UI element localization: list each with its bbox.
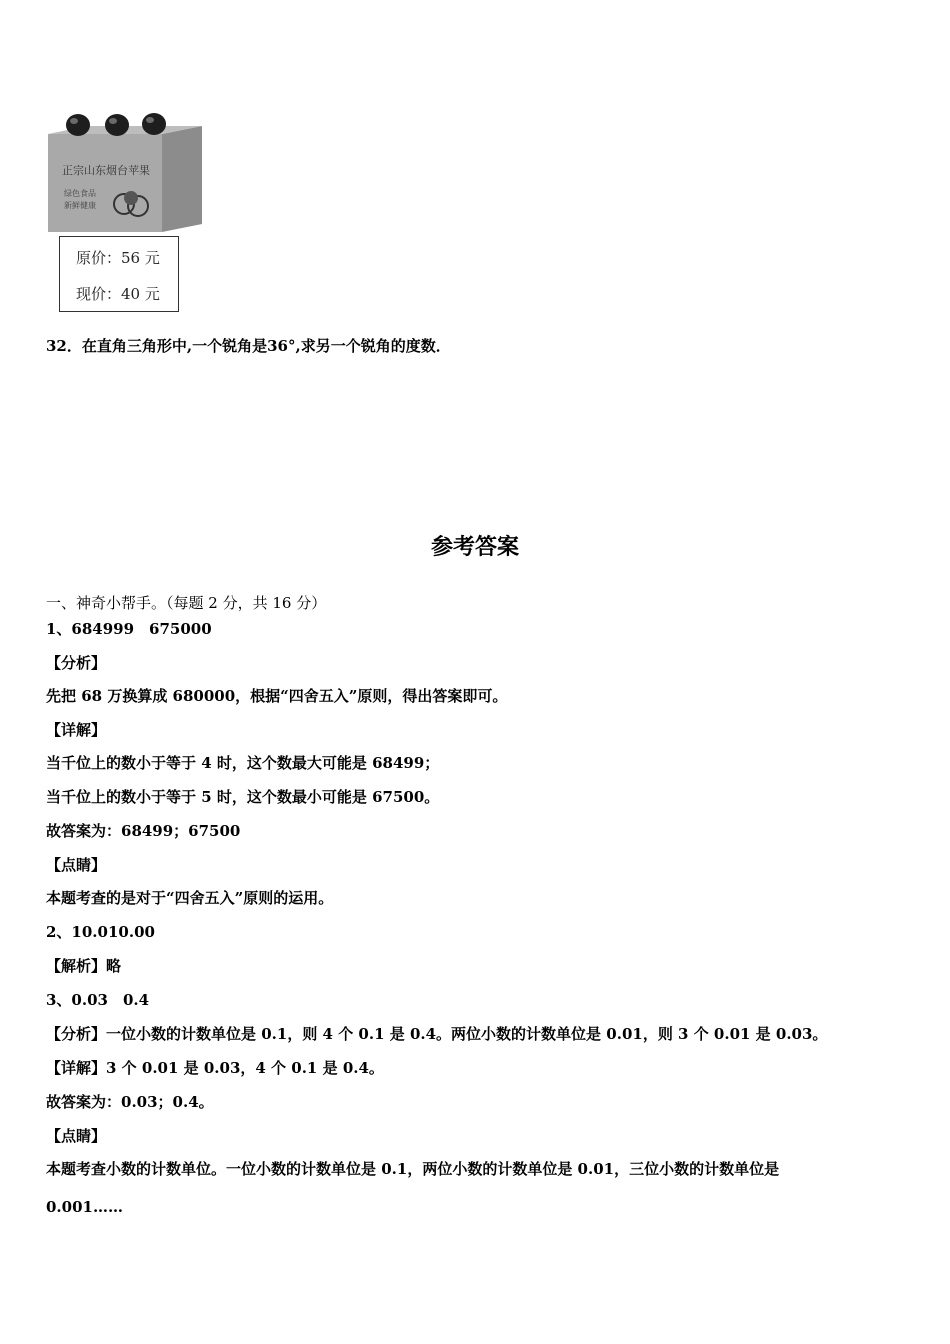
answer-line: 【点睛】 (46, 1127, 107, 1145)
apple-box-illustration (44, 108, 206, 236)
current-price: 现价：40 元 (76, 285, 160, 303)
answer-line: 【分析】 (46, 654, 107, 672)
answer-line: 【解析】略 (46, 957, 122, 975)
answer-line: 故答案为：0.03；0.4。 (46, 1093, 214, 1111)
question-32: 32．在直角三角形中,一个锐角是36°,求另一个锐角的度数． (46, 337, 451, 355)
apple-icon (105, 114, 129, 136)
answer-line: 0.001…… (46, 1198, 123, 1216)
apple-icon (66, 114, 90, 136)
answer-line: 本题考查的是对于“四舍五入”原则的运用。 (46, 889, 334, 907)
price-tag (59, 236, 179, 312)
answer-line: 1、684999 675000 (46, 620, 212, 638)
section-heading: 一、神奇小帮手。（每题 2 分，共 16 分） (46, 594, 327, 612)
box-brand-text: 正宗山东烟台苹果 (62, 164, 150, 177)
answer-line: 【详解】 (46, 721, 107, 739)
box-label-text: 绿色食品 (64, 189, 96, 198)
answer-line: 当千位上的数小于等于 4 时，这个数最大可能是 68499； (46, 754, 440, 772)
answer-title: 参考答案 (430, 535, 519, 560)
answer-line: 3、0.03 0.4 (46, 991, 150, 1009)
answer-line: 2、10.010.00 (46, 923, 155, 941)
answer-line: 故答案为：68499；67500 (46, 822, 241, 840)
answer-line: 【点睛】 (46, 856, 107, 874)
answer-line: 本题考查小数的计数单位。一位小数的计数单位是 0.1，两位小数的计数单位是 0.01，三位小数的计数单位是 (46, 1160, 780, 1178)
answer-line: 先把 68 万换算成 680000，根据“四舍五入”原则，得出答案即可。 (46, 687, 508, 705)
box-label-text: 新鲜健康 (64, 201, 96, 210)
original-price: 原价：56 元 (76, 249, 160, 267)
answer-line: 【分析】一位小数的计数单位是 0.1，则 4 个 0.1 是 0.4。两位小数的计数单位是 0.01，则 3 个 0.01 是 0.03。 (46, 1025, 828, 1043)
answer-line: 【详解】3 个 0.01 是 0.03，4 个 0.1 是 0.4。 (46, 1059, 384, 1077)
answer-line: 当千位上的数小于等于 5 时，这个数最小可能是 67500。 (46, 788, 440, 806)
apple-icon (142, 113, 166, 135)
